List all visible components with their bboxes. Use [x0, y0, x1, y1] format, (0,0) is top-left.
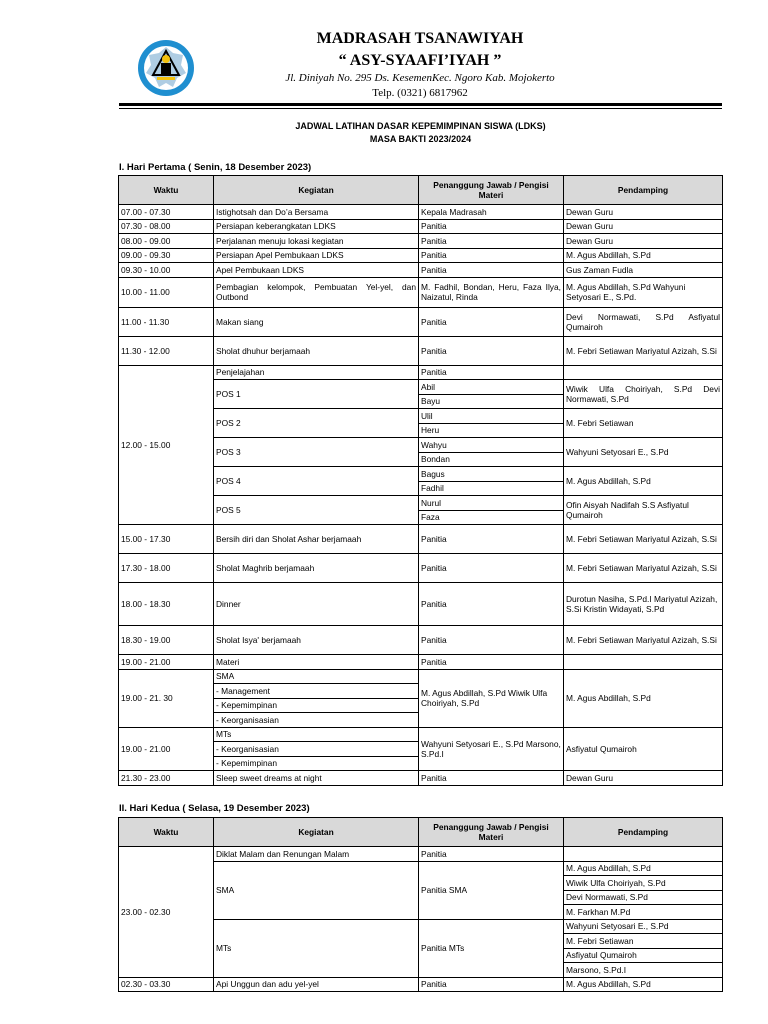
cell-pj: Panitia: [419, 977, 564, 992]
cell-pendamping: Durotun Nasiha, S.Pd.I Mariyatul Azizah, S.Si Kristin Widayati, S.Pd: [564, 583, 723, 626]
cell-pendamping: Wiwik Ulfa Choiriyah, S.Pd Devi Normawati, S.Pd: [564, 380, 723, 409]
cell-pendamping: Devi Normawati, S.Pd Asfiyatul Qumairoh: [564, 307, 723, 336]
cell-pendamping: Dewan Guru: [564, 205, 723, 220]
cell-pj: Panitia: [419, 263, 564, 278]
cell-pj: Abil: [419, 380, 564, 395]
cell-pendamping: Dewan Guru: [564, 771, 723, 786]
cell-kegiatan: - Keorganisasian: [214, 713, 419, 728]
cell-pj: Panitia: [419, 219, 564, 234]
cell-pendamping: [564, 655, 723, 670]
document-subtitle: MASA BAKTI 2023/2024: [369, 134, 472, 144]
cell-pendamping: Wahyuni Setyosari E., S.Pd: [564, 919, 723, 934]
cell-kegiatan: Perjalanan menuju lokasi kegiatan: [214, 234, 419, 249]
cell-kegiatan: POS 2: [214, 409, 419, 438]
cell-kegiatan: Diklat Malam dan Renungan Malam: [214, 847, 419, 862]
cell-pendamping: M. Febri Setiawan Mariyatul Azizah, S.Si: [564, 626, 723, 655]
cell-kegiatan: - Keorganisasian: [214, 742, 419, 757]
cell-pendamping: Gus Zaman Fudla: [564, 263, 723, 278]
table-row: [119, 336, 723, 365]
cell-waktu: 19.00 - 21.00: [119, 655, 214, 670]
cell-waktu: 10.00 - 11.00: [119, 277, 214, 307]
table-row: [119, 771, 723, 786]
cell-waktu: 11.00 - 11.30: [119, 307, 214, 336]
day1-table: [118, 175, 723, 786]
cell-kegiatan: Pembagian kelompok, Pembuatan Yel-yel, dan Outbond: [214, 277, 419, 307]
cell-waktu: 21.30 - 23.00: [119, 771, 214, 786]
cell-pendamping: Dewan Guru: [564, 234, 723, 249]
cell-kegiatan: Sholat Maghrib berjamaah: [214, 554, 419, 583]
cell-kegiatan: - Kepemimpinan: [214, 698, 419, 713]
table-row: [119, 248, 723, 263]
cell-kegiatan: MTs: [214, 727, 419, 742]
cell-pj: Bondan: [419, 452, 564, 467]
col-pendamping: Pendamping: [564, 818, 723, 847]
cell-waktu: 17.30 - 18.00: [119, 554, 214, 583]
cell-pj: Panitia: [419, 655, 564, 670]
cell-kegiatan: POS 3: [214, 438, 419, 467]
table-row: [119, 205, 723, 220]
cell-kegiatan: Apel Pembukaan LDKS: [214, 263, 419, 278]
cell-kegiatan: MTs: [214, 919, 419, 977]
cell-kegiatan: - Management: [214, 684, 419, 699]
cell-kegiatan: POS 4: [214, 467, 419, 496]
cell-kegiatan: SMA: [214, 669, 419, 684]
table-row: [119, 727, 723, 742]
school-logo: [137, 39, 195, 97]
cell-waktu: 07.30 - 08.00: [119, 219, 214, 234]
cell-pj: Panitia: [419, 307, 564, 336]
cell-kegiatan: Sleep sweet dreams at night: [214, 771, 419, 786]
table-row: [119, 307, 723, 336]
cell-pj: Panitia: [419, 248, 564, 263]
day2-title: II. Hari Kedua ( Selasa, 19 Desember 2023): [119, 803, 310, 814]
cell-waktu: 09.00 - 09.30: [119, 248, 214, 263]
cell-kegiatan: Sholat Isya' berjamaah: [214, 626, 419, 655]
cell-pj: Panitia MTs: [419, 919, 564, 977]
cell-kegiatan: Sholat dhuhur berjamaah: [214, 336, 419, 365]
col-waktu: Waktu: [119, 176, 214, 205]
cell-pj: Panitia: [419, 583, 564, 626]
cell-pendamping: M. Agus Abdillah, S.Pd: [564, 248, 723, 263]
cell-pendamping: Wiwik Ulfa Choiriyah, S.Pd: [564, 876, 723, 891]
cell-pendamping: [564, 847, 723, 862]
cell-kegiatan: Api Unggun dan adu yel-yel: [214, 977, 419, 992]
school-address: Jl. Diniyah No. 295 Ds. KesemenKec. Ngoro Kab. Mojokerto: [285, 72, 555, 84]
cell-pendamping: M. Febri Setiawan: [564, 934, 723, 949]
cell-waktu: 18.00 - 18.30: [119, 583, 214, 626]
cell-pendamping: M. Agus Abdillah, S.Pd: [564, 669, 723, 727]
cell-pj: Panitia SMA: [419, 861, 564, 919]
cell-waktu: 08.00 - 09.00: [119, 234, 214, 249]
col-kegiatan: Kegiatan: [214, 818, 419, 847]
cell-pendamping: M. Farkhan M.Pd: [564, 905, 723, 920]
cell-waktu: 18.30 - 19.00: [119, 626, 214, 655]
cell-pendamping: M. Agus Abdillah, S.Pd: [564, 861, 723, 876]
cell-pendamping: Dewan Guru: [564, 219, 723, 234]
table-row: [119, 277, 723, 307]
cell-kegiatan: Bersih diri dan Sholat Ashar berjamaah: [214, 525, 419, 554]
cell-pendamping: Asfiyatul Qumairoh: [564, 727, 723, 771]
cell-pj: Panitia: [419, 365, 564, 380]
col-pj: Penanggung Jawab / Pengisi Materi: [419, 818, 564, 847]
cell-pj: Panitia: [419, 847, 564, 862]
cell-kegiatan: Dinner: [214, 583, 419, 626]
cell-pendamping: M. Febri Setiawan Mariyatul Azizah, S.Si: [564, 554, 723, 583]
school-phone: Telp. (0321) 6817962: [372, 87, 468, 99]
cell-waktu: 15.00 - 17.30: [119, 525, 214, 554]
cell-pj: M. Agus Abdillah, S.Pd Wiwik Ulfa Choiriyah, S.Pd: [419, 669, 564, 727]
table-row: [119, 655, 723, 670]
cell-pj: Panitia: [419, 771, 564, 786]
cell-pj: Panitia: [419, 234, 564, 249]
cell-kegiatan: Materi: [214, 655, 419, 670]
col-waktu: Waktu: [119, 818, 214, 847]
cell-pendamping: Marsono, S.Pd.I: [564, 963, 723, 978]
cell-pj: Nurul: [419, 496, 564, 511]
cell-waktu: 09.30 - 10.00: [119, 263, 214, 278]
cell-kegiatan: Persiapan keberangkatan LDKS: [214, 219, 419, 234]
cell-pendamping: Devi Normawati, S.Pd: [564, 890, 723, 905]
cell-pj: Kepala Madrasah: [419, 205, 564, 220]
cell-kegiatan: POS 1: [214, 380, 419, 409]
cell-pendamping: M. Febri Setiawan: [564, 409, 723, 438]
table-row: [119, 583, 723, 626]
cell-pj: Panitia: [419, 554, 564, 583]
cell-pendamping: [564, 365, 723, 380]
cell-pj: Fadhil: [419, 481, 564, 496]
cell-pj: Bayu: [419, 394, 564, 409]
cell-pj: Ulil: [419, 409, 564, 424]
table-row: [119, 554, 723, 583]
cell-waktu: 02.30 - 03.30: [119, 977, 214, 992]
cell-kegiatan: Istighotsah dan Do’a Bersama: [214, 205, 419, 220]
table-row: [119, 669, 723, 684]
cell-pendamping: M. Febri Setiawan Mariyatul Azizah, S.Si: [564, 525, 723, 554]
cell-pj: Wahyuni Setyosari E., S.Pd Marsono, S.Pd.I: [419, 727, 564, 771]
cell-pendamping: Asfiyatul Qumairoh: [564, 948, 723, 963]
cell-waktu: 19.00 - 21. 30: [119, 669, 214, 727]
cell-pj: Panitia: [419, 626, 564, 655]
school-name: MADRASAH TSANAWIYAH: [316, 30, 524, 47]
cell-kegiatan: SMA: [214, 861, 419, 919]
cell-pj: Faza: [419, 510, 564, 525]
day2-table: [118, 817, 723, 992]
cell-kegiatan: Persiapan Apel Pembukaan LDKS: [214, 248, 419, 263]
table-row: [119, 977, 723, 992]
cell-waktu: 19.00 - 21.00: [119, 727, 214, 771]
header-rule-thick: [119, 103, 722, 106]
document-title: JADWAL LATIHAN DASAR KEPEMIMPINAN SISWA (LDKS): [295, 121, 546, 131]
table-row: [119, 365, 723, 380]
cell-kegiatan: Makan siang: [214, 307, 419, 336]
table-row: [119, 234, 723, 249]
col-pendamping: Pendamping: [564, 176, 723, 205]
header-rule-thin: [119, 108, 722, 109]
cell-pendamping: M. Febri Setiawan Mariyatul Azizah, S.Si: [564, 336, 723, 365]
table-row: [119, 525, 723, 554]
cell-pj: M. Fadhil, Bondan, Heru, Faza Ilya, Naizatul, Rinda: [419, 277, 564, 307]
cell-kegiatan: Penjelajahan: [214, 365, 419, 380]
cell-pj: Panitia: [419, 525, 564, 554]
cell-pj: Panitia: [419, 336, 564, 365]
table-row: [119, 847, 723, 862]
table-row: [119, 263, 723, 278]
cell-pendamping: M. Agus Abdillah, S.Pd: [564, 467, 723, 496]
col-kegiatan: Kegiatan: [214, 176, 419, 205]
cell-pendamping: Wahyuni Setyosari E., S.Pd: [564, 438, 723, 467]
cell-pj: Heru: [419, 423, 564, 438]
cell-pendamping: Ofin Aisyah Nadifah S.S Asfiyatul Qumairoh: [564, 496, 723, 525]
cell-pendamping: M. Agus Abdillah, S.Pd Wahyuni Setyosari E., S.Pd.: [564, 277, 723, 307]
school-name-2: “ ASY-SYAAFI’IYAH ”: [338, 52, 502, 69]
cell-kegiatan: - Kepemimpinan: [214, 756, 419, 771]
cell-pendamping: M. Agus Abdillah, S.Pd: [564, 977, 723, 992]
cell-waktu: 23.00 - 02.30: [119, 847, 214, 978]
cell-pj: Wahyu: [419, 438, 564, 453]
cell-pj: Bagus: [419, 467, 564, 482]
cell-kegiatan: POS 5: [214, 496, 419, 525]
table-row: [119, 219, 723, 234]
cell-waktu: 07.00 - 07.30: [119, 205, 214, 220]
cell-waktu: 11.30 - 12.00: [119, 336, 214, 365]
col-pj: Penanggung Jawab / Pengisi Materi: [419, 176, 564, 205]
cell-waktu: 12.00 - 15.00: [119, 365, 214, 525]
day1-title: I. Hari Pertama ( Senin, 18 Desember 2023): [119, 162, 312, 173]
table-row: [119, 626, 723, 655]
